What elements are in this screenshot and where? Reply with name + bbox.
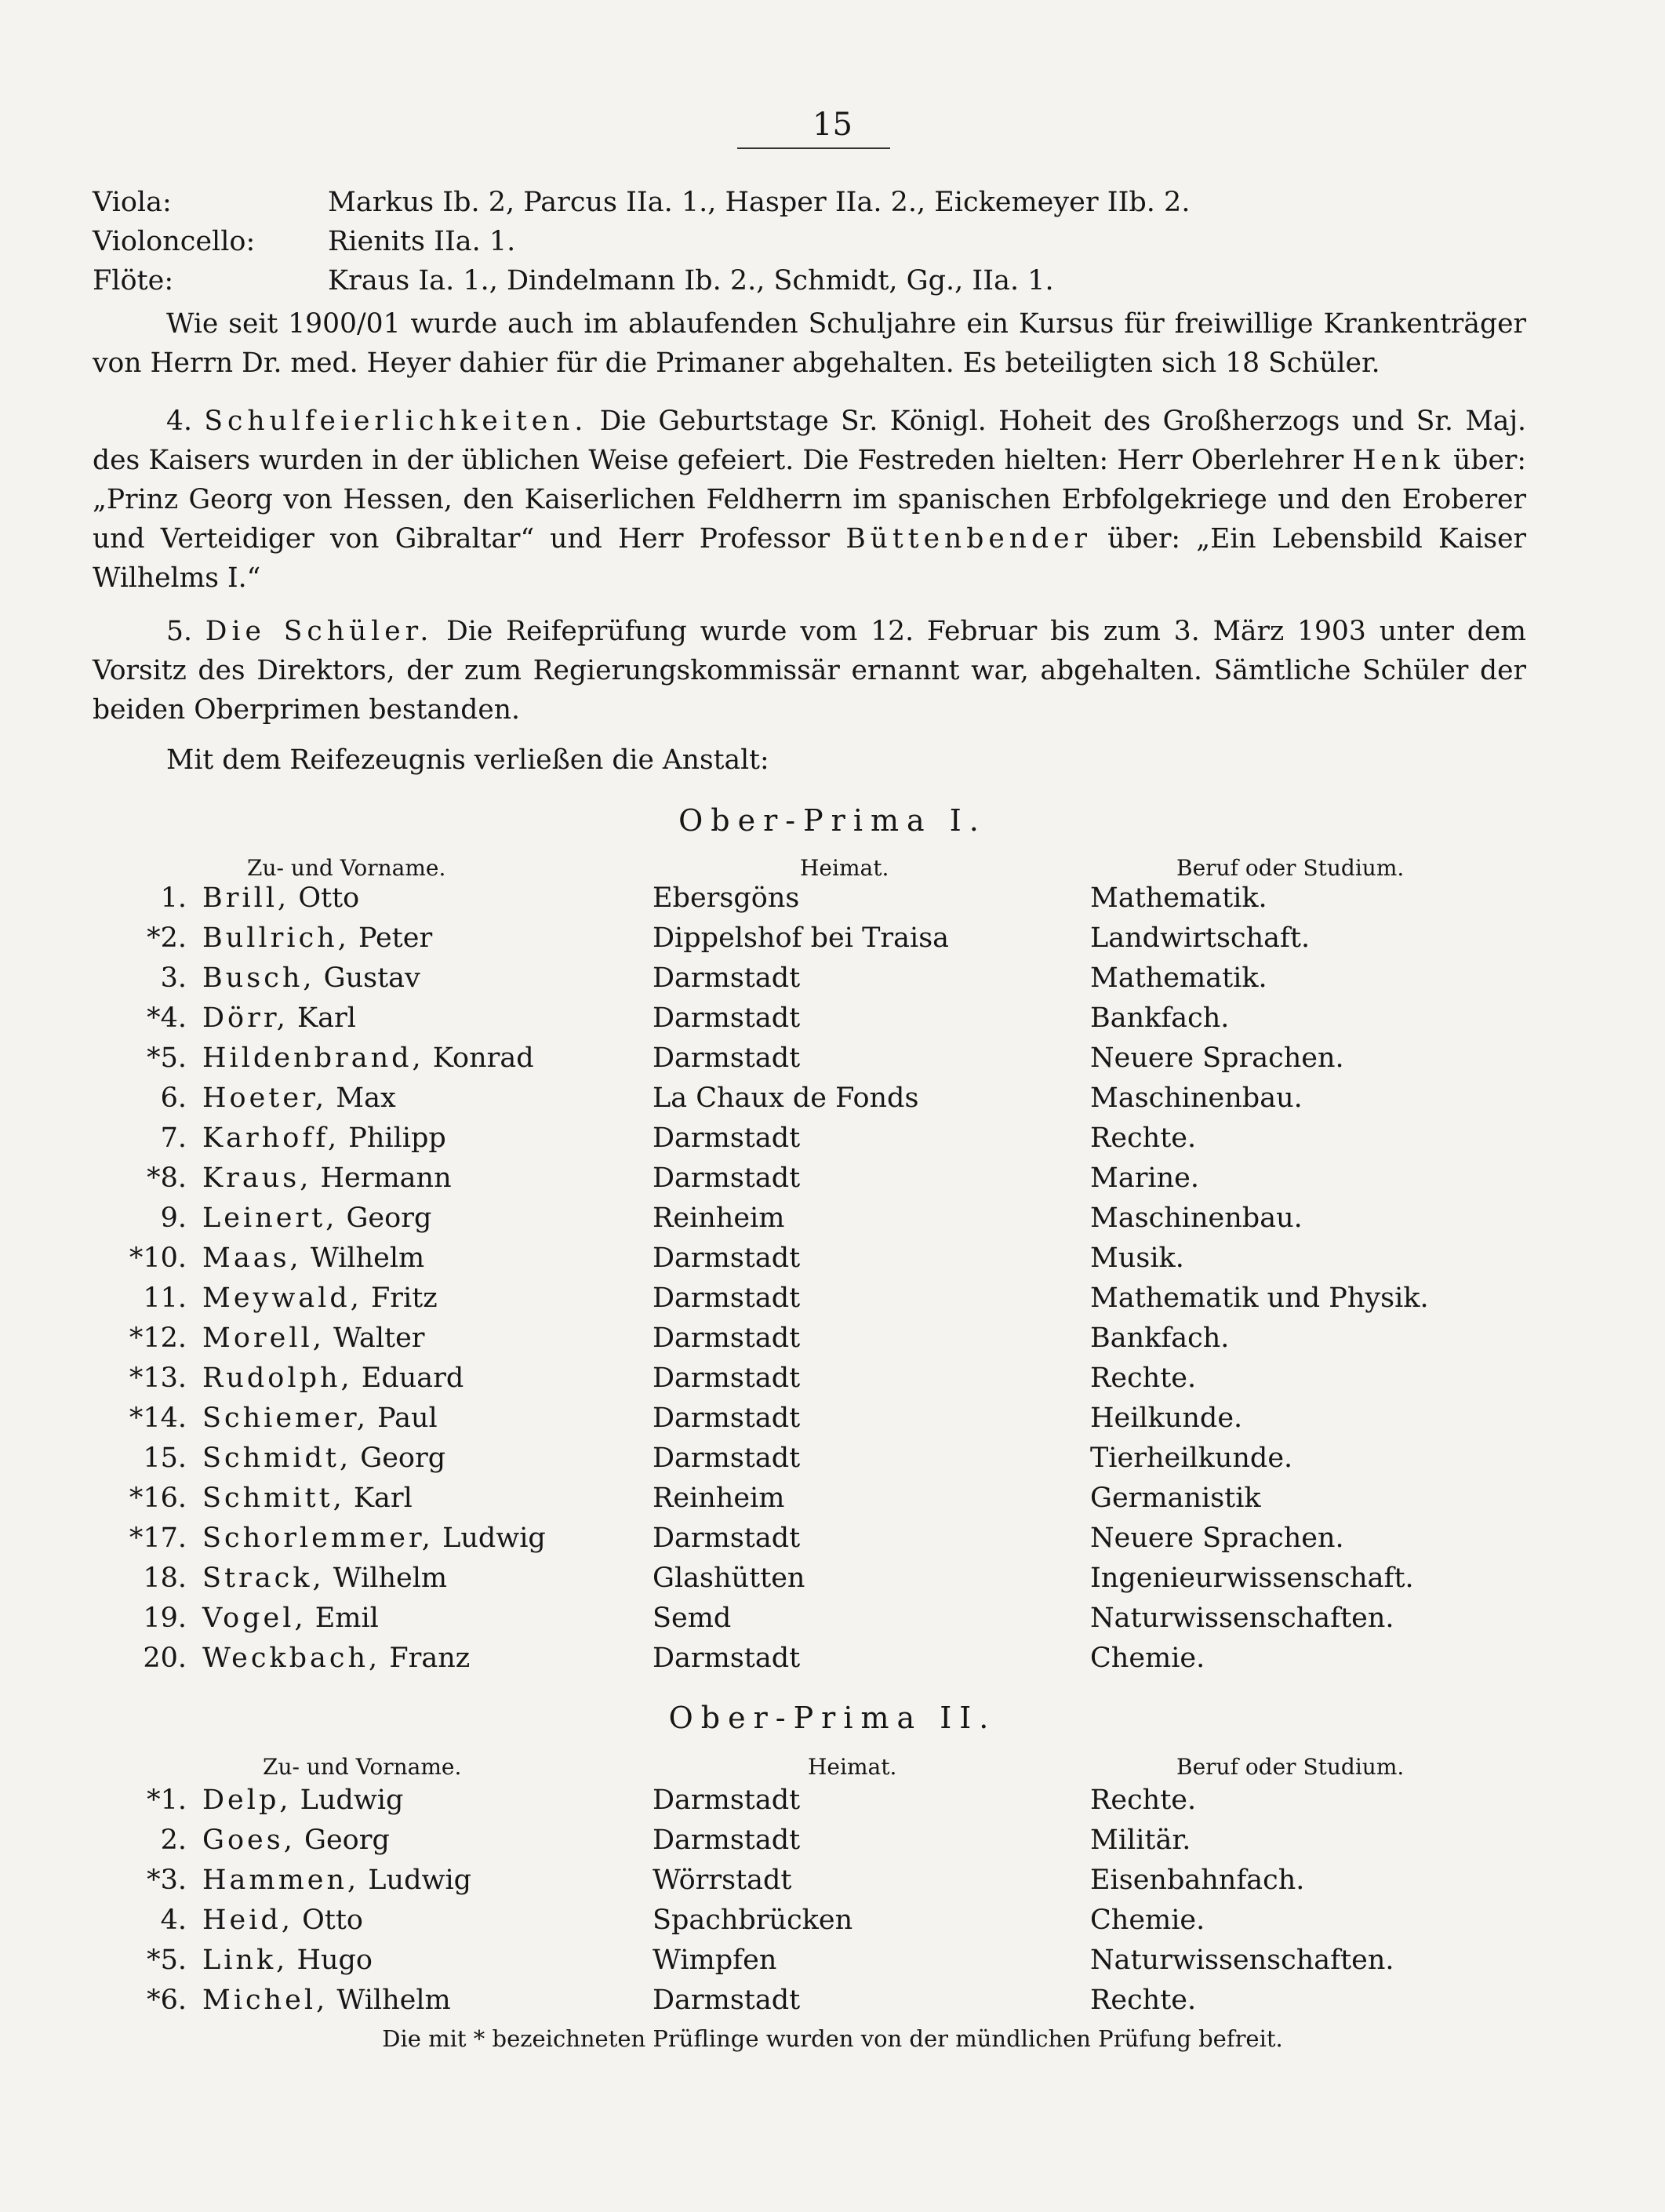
student-career: Marine. [1090, 1162, 1200, 1194]
student-first-name: Karl [297, 1002, 356, 1034]
student-name [202, 1905, 363, 1936]
page-number-rule [737, 147, 890, 149]
student-name [202, 1082, 396, 1114]
student-home: Darmstadt [653, 1362, 801, 1394]
student-number: *14. [129, 1403, 187, 1434]
student-career: Naturwissenschaften. [1090, 1603, 1394, 1634]
student-home: Darmstadt [653, 1985, 801, 2016]
student-last-name: Kraus, [202, 1162, 312, 1194]
student-name [202, 1322, 425, 1354]
column-header-career: Beruf oder Studium. [1176, 855, 1405, 881]
ober-prima-1-title: Ober-Prima I. [678, 803, 987, 838]
student-career: Landwirtschaft. [1090, 922, 1311, 954]
instrument-label: Viola: [93, 187, 172, 218]
student-name [202, 1785, 403, 1816]
student-number: *5. [147, 1042, 187, 1074]
student-row [0, 1865, 1665, 1904]
student-career: Musik. [1090, 1242, 1184, 1274]
student-name [202, 1985, 451, 2016]
student-number: 2. [160, 1825, 187, 1856]
student-row [0, 1985, 1665, 2024]
student-home: Semd [653, 1603, 732, 1634]
student-number: *10. [129, 1242, 187, 1274]
student-home: Darmstadt [653, 1523, 801, 1554]
student-career: Neuere Sprachen. [1090, 1523, 1344, 1554]
student-row [0, 1042, 1665, 1082]
student-number: *6. [147, 1985, 187, 2016]
student-home: Darmstadt [653, 1443, 801, 1474]
student-first-name: Eduard [361, 1362, 464, 1394]
student-home: Wörrstadt [653, 1865, 792, 1896]
student-number: 18. [143, 1563, 187, 1594]
student-last-name: Schiemer, [202, 1403, 369, 1434]
student-row [0, 882, 1665, 922]
student-home: Dippelshof bei Traisa [653, 922, 950, 954]
student-career: Tierheilkunde. [1090, 1443, 1293, 1474]
student-home: Darmstadt [653, 1042, 801, 1074]
student-first-name: Otto [302, 1905, 364, 1936]
student-first-name: Philipp [348, 1122, 446, 1154]
student-first-name: Karl [353, 1483, 413, 1514]
student-name [202, 1523, 546, 1554]
student-last-name: Michel, [202, 1985, 329, 2016]
student-career: Maschinenbau. [1090, 1202, 1303, 1234]
student-name [202, 1403, 438, 1434]
student-name [202, 1825, 390, 1856]
student-first-name: Max [336, 1082, 396, 1114]
student-last-name: Schmidt, [202, 1443, 352, 1474]
student-last-name: Leinert, [202, 1202, 338, 1234]
student-first-name: Peter [358, 922, 433, 954]
departure-line: Mit dem Reifezeugnis verließen die Anstalt: [166, 744, 769, 776]
student-first-name: Hermann [320, 1162, 452, 1194]
student-career: Bankfach. [1090, 1002, 1230, 1034]
column-header-name: Zu- und Vorname. [263, 1754, 462, 1780]
student-last-name: Rudolph, [202, 1362, 353, 1394]
student-name [202, 1945, 373, 1976]
student-row [0, 1785, 1665, 1824]
student-name [202, 1282, 438, 1314]
column-header-name: Zu- und Vorname. [247, 855, 446, 881]
student-home: Darmstadt [653, 1785, 801, 1816]
section-4-speaker-2: Büttenbender [845, 523, 1092, 555]
student-last-name: Hammen, [202, 1865, 360, 1896]
student-number: 6. [160, 1082, 187, 1114]
student-career: Chemie. [1090, 1905, 1205, 1936]
student-career: Bankfach. [1090, 1322, 1230, 1354]
section-4-number: 4. [166, 406, 192, 437]
student-career: Rechte. [1090, 1362, 1197, 1394]
student-first-name: Ludwig [442, 1523, 546, 1554]
student-row [0, 1322, 1665, 1362]
instrument-label: Flöte: [93, 265, 174, 297]
student-name [202, 1002, 356, 1034]
student-last-name: Brill, [202, 882, 290, 914]
student-name [202, 1603, 379, 1634]
student-first-name: Georg [360, 1443, 446, 1474]
student-home: Darmstadt [653, 962, 801, 994]
student-home: Darmstadt [653, 1825, 801, 1856]
student-last-name: Busch, [202, 962, 315, 994]
student-name [202, 1122, 446, 1154]
section-5-heading: Die Schüler. [205, 616, 434, 647]
student-last-name: Delp, [202, 1785, 292, 1816]
student-last-name: Hoeter, [202, 1082, 328, 1114]
section-4-speaker-1: Henk [1352, 445, 1445, 476]
student-first-name: Ludwig [368, 1865, 472, 1896]
instrument-players: Rienits IIa. 1. [328, 226, 516, 257]
student-row [0, 1483, 1665, 1522]
student-last-name: Dörr, [202, 1002, 289, 1034]
student-first-name: Gustav [323, 962, 420, 994]
student-name [202, 1242, 424, 1274]
instrument-label: Violoncello: [93, 226, 256, 257]
section-4-heading: Schulfeierlichkeiten. [204, 406, 588, 437]
student-number: *5. [147, 1945, 187, 1976]
student-last-name: Strack, [202, 1563, 325, 1594]
student-number: *16. [129, 1483, 187, 1514]
student-number: 15. [143, 1443, 187, 1474]
student-home: Reinheim [653, 1202, 785, 1234]
student-name [202, 1643, 470, 1674]
student-career: Germanistik [1090, 1483, 1261, 1514]
student-home: Wimpfen [653, 1945, 777, 1976]
student-last-name: Link, [202, 1945, 289, 1976]
student-row [0, 1122, 1665, 1162]
student-row [0, 1162, 1665, 1202]
student-career: Heilkunde. [1090, 1403, 1243, 1434]
student-first-name: Paul [377, 1403, 438, 1434]
student-last-name: Heid, [202, 1905, 293, 1936]
student-number: *4. [147, 1002, 187, 1034]
student-number: 3. [160, 962, 187, 994]
student-row [0, 1563, 1665, 1602]
student-row [0, 962, 1665, 1002]
student-home: Glashütten [653, 1563, 805, 1594]
student-career: Mathematik. [1090, 882, 1267, 914]
student-row [0, 1905, 1665, 1944]
student-row [0, 1825, 1665, 1864]
student-home: Darmstadt [653, 1002, 801, 1034]
student-row [0, 1643, 1665, 1682]
student-last-name: Schmitt, [202, 1483, 345, 1514]
course-paragraph: Wie seit 1900/01 wurde auch im ablaufenden Schuljahre ein Kursus für freiwillige Krankenträger von Herrn Dr. med. Heyer dahier für die Primaner abgehalten. Es beteiligten sich 18 Schüler. [93, 308, 1526, 379]
student-name [202, 922, 432, 954]
student-last-name: Morell, [202, 1322, 325, 1354]
student-row [0, 1362, 1665, 1402]
student-first-name: Wilhelm [310, 1242, 425, 1274]
section-5-paragraph [93, 612, 1526, 729]
student-row [0, 1202, 1665, 1242]
student-home: Darmstadt [653, 1162, 801, 1194]
page-number: 15 [813, 107, 852, 143]
student-row [0, 1282, 1665, 1322]
student-number: 7. [160, 1122, 187, 1154]
student-career: Ingenieurwissenschaft. [1090, 1563, 1414, 1594]
student-row [0, 1082, 1665, 1122]
student-number: *12. [129, 1322, 187, 1354]
student-number: *8. [147, 1162, 187, 1194]
column-header-home: Heimat. [800, 855, 889, 881]
student-home: Darmstadt [653, 1643, 801, 1674]
student-last-name: Weckbach, [202, 1643, 381, 1674]
student-career: Chemie. [1090, 1643, 1205, 1674]
student-name [202, 1362, 464, 1394]
section-4-text-2: über: „Prinz Georg von Hessen, den Kaiserlichen Feldherrn im spanischen Erbfolgekriege und den Eroberer und Verteidiger von Gibraltar“ und Herr Professor [93, 445, 1526, 555]
column-header-home: Heimat. [808, 1754, 897, 1780]
student-career: Mathematik. [1090, 962, 1267, 994]
student-row [0, 1443, 1665, 1482]
student-row [0, 1603, 1665, 1642]
student-last-name: Vogel, [202, 1603, 307, 1634]
student-name [202, 1483, 413, 1514]
student-row [0, 1523, 1665, 1562]
student-number: *13. [129, 1362, 187, 1394]
student-name [202, 1563, 447, 1594]
column-header-career: Beruf oder Studium. [1176, 1754, 1405, 1780]
student-career: Rechte. [1090, 1985, 1197, 2016]
section-4-paragraph [93, 402, 1526, 598]
student-last-name: Schorlemmer, [202, 1523, 434, 1554]
student-row [0, 1242, 1665, 1282]
student-first-name: Emil [314, 1603, 379, 1634]
student-number: *1. [147, 1785, 187, 1816]
student-first-name: Fritz [371, 1282, 438, 1314]
student-number: 4. [160, 1905, 187, 1936]
student-career: Mathematik und Physik. [1090, 1282, 1429, 1314]
student-row [0, 1403, 1665, 1442]
student-home: Darmstadt [653, 1282, 801, 1314]
ober-prima-2-title: Ober-Prima II. [668, 1701, 997, 1735]
section-4-text-1: Die Geburtstage Sr. Königl. Hoheit des Großherzogs und Sr. Maj. des Kaisers wurden in der üblichen Weise gefeiert. Die Festreden hielten: Herr Oberlehrer [93, 406, 1527, 476]
student-home: Darmstadt [653, 1322, 801, 1354]
student-career: Militär. [1090, 1825, 1191, 1856]
student-career: Rechte. [1090, 1122, 1197, 1154]
section-5-number: 5. [166, 616, 192, 647]
student-career: Rechte. [1090, 1785, 1197, 1816]
student-first-name: Hugo [296, 1945, 373, 1976]
footnote: Die mit * bezeichneten Prüflinge wurden von der mündlichen Prüfung befreit. [382, 2025, 1283, 2052]
student-number: 1. [160, 882, 187, 914]
student-career: Naturwissenschaften. [1090, 1945, 1394, 1976]
student-number: 9. [160, 1202, 187, 1234]
student-first-name: Franz [389, 1643, 471, 1674]
student-first-name: Georg [346, 1202, 432, 1234]
student-name [202, 1162, 452, 1194]
student-home: Darmstadt [653, 1122, 801, 1154]
student-first-name: Ludwig [300, 1785, 404, 1816]
student-name [202, 1443, 445, 1474]
student-last-name: Hildenbrand, [202, 1042, 424, 1074]
student-number: 19. [143, 1603, 187, 1634]
student-first-name: Konrad [432, 1042, 534, 1074]
student-first-name: Georg [304, 1825, 390, 1856]
instrument-players: Kraus Ia. 1., Dindelmann Ib. 2., Schmidt, Gg., IIa. 1. [328, 265, 1054, 297]
student-first-name: Wilhelm [333, 1563, 448, 1594]
student-name [202, 962, 420, 994]
student-name [202, 882, 359, 914]
student-first-name: Wilhelm [336, 1985, 451, 2016]
student-home: Darmstadt [653, 1242, 801, 1274]
student-row [0, 922, 1665, 962]
student-home: Darmstadt [653, 1403, 801, 1434]
student-career: Eisenbahnfach. [1090, 1865, 1305, 1896]
student-name [202, 1202, 431, 1234]
student-home: Reinheim [653, 1483, 785, 1514]
student-number: *3. [147, 1865, 187, 1896]
student-number: *2. [147, 922, 187, 954]
student-name [202, 1865, 471, 1896]
student-name [202, 1042, 534, 1074]
student-last-name: Meywald, [202, 1282, 362, 1314]
instrument-players: Markus Ib. 2, Parcus IIa. 1., Hasper IIa. 2., Eickemeyer IIb. 2. [328, 187, 1191, 218]
student-career: Maschinenbau. [1090, 1082, 1303, 1114]
student-career: Neuere Sprachen. [1090, 1042, 1344, 1074]
student-last-name: Goes, [202, 1825, 296, 1856]
student-home: Ebersgöns [653, 882, 800, 914]
student-number: 11. [143, 1282, 187, 1314]
student-home: La Chaux de Fonds [653, 1082, 919, 1114]
student-last-name: Karhoff, [202, 1122, 340, 1154]
student-first-name: Walter [333, 1322, 425, 1354]
section-4-text-3: über: „Ein Lebensbild Kaiser Wilhelms I.“ [93, 523, 1527, 594]
section-5-text: Die Reifeprüfung wurde vom 12. Februar bis zum 3. März 1903 unter dem Vorsitz des Direktors, der zum Regierungskommissär ernannt war, abgehalten. Sämtliche Schüler der beiden Oberprimen bestanden. [93, 616, 1526, 726]
student-row [0, 1945, 1665, 1984]
student-number: 20. [143, 1643, 187, 1674]
student-last-name: Maas, [202, 1242, 302, 1274]
student-row [0, 1002, 1665, 1042]
student-number: *17. [129, 1523, 187, 1554]
student-home: Spachbrücken [653, 1905, 853, 1936]
student-first-name: Otto [298, 882, 360, 914]
student-last-name: Bullrich, [202, 922, 350, 954]
